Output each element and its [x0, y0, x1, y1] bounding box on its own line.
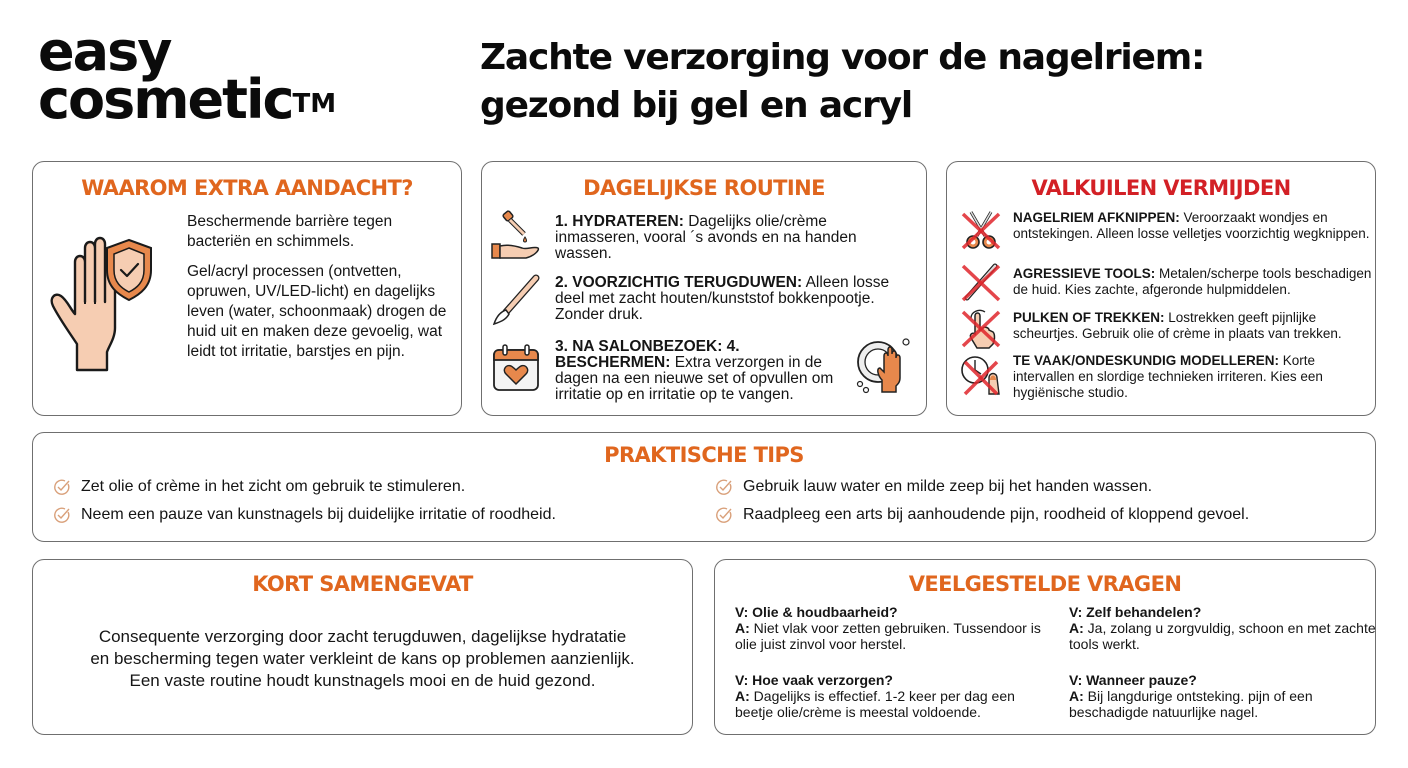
pitfall-text: Metalen/scherpe tools beschadigen de huid. Kies zachte, afgeronde hulpmiddelen. — [1013, 266, 1372, 297]
answer-text: Niet vlak voor zetten gebruiken. Tussendoor is olie juist zinvol voor herstel. — [735, 620, 1041, 652]
faq-answer — [1069, 688, 1379, 720]
step-label: 2. VOORZICHTIG TERUGDUWEN: — [555, 274, 803, 291]
answer-prefix: A: — [1069, 688, 1084, 704]
card-avoid-pitfalls — [946, 161, 1376, 416]
step-text: Extra verzorgen in de dagen na een nieuwe set of opvullen om irritatie op en irritatie op te vangen. — [555, 354, 834, 403]
trademark: TM — [292, 89, 337, 119]
dropper-hand-icon — [490, 210, 542, 262]
check-circle-icon — [53, 506, 71, 524]
pitfall-item — [1013, 310, 1373, 342]
answer-prefix: A: — [1069, 620, 1084, 636]
faq-item — [1069, 672, 1379, 720]
answer-text: Ja, zolang u zorgvuldig, schoon en met zachte tools werkt. — [1069, 620, 1376, 652]
pitfall-text: Korte intervallen en slordige technieken irriteren. Kies een hygiënische studio. — [1013, 353, 1323, 400]
pitfall-item — [1013, 266, 1373, 298]
card-summary — [32, 559, 693, 735]
finger-picking-crossed-icon — [959, 306, 1003, 350]
tip-item — [53, 477, 465, 497]
tip-text: Zet olie of crème in het zicht om gebruik te stimuleren. — [81, 478, 466, 495]
step-text: Dagelijks olie/crème inmasseren, vooral ´s avonds en na handen wassen. — [555, 213, 857, 262]
pitfall-item — [1013, 210, 1373, 242]
why-paragraph: Gel/acryl processen (ontvetten, opruwen, UV/LED-licht) en dagelijks leven (water, schoonmaak) drogen de huid uit en maken deze gevoelig, wat leidt tot irritatie, barstjes en pijn. — [187, 263, 447, 360]
pitfall-label: PULKEN OF TREKKEN: — [1013, 310, 1165, 325]
faq-question: V: Zelf behandelen? — [1069, 604, 1202, 620]
brand-line-1: easy — [38, 20, 171, 83]
hand-shield-check-icon — [47, 232, 157, 372]
page-title — [480, 34, 1204, 130]
answer-text: Dagelijks is effectief. 1-2 keer per dag een beetje olie/crème is meestal voldoende. — [735, 688, 1015, 720]
faq-question: V: Hoe vaak verzorgen? — [735, 672, 893, 688]
faq-item — [735, 672, 1045, 720]
check-circle-icon — [53, 478, 71, 496]
faq-question: V: Wanneer pauze? — [1069, 672, 1197, 688]
tip-item — [715, 505, 1249, 525]
faq-question: V: Olie & houdbaarheid? — [735, 604, 898, 620]
pitfall-label: NAGELRIEM AFKNIPPEN: — [1013, 210, 1180, 225]
card-title: KORT SAMENGEVAT — [252, 572, 473, 596]
glove-washing-dish-icon — [854, 334, 916, 396]
pitfall-label: TE VAAK/ONDESKUNDIG MODELLEREN: — [1013, 353, 1280, 368]
tip-item — [715, 477, 1152, 497]
tip-item — [53, 505, 556, 525]
tip-text: Gebruik lauw water en milde zeep bij het handen wassen. — [743, 478, 1153, 495]
summary-line: Een vaste routine houdt kunstnagels mooi en de huid gezond. — [129, 671, 596, 690]
faq-item — [735, 604, 1045, 652]
pitfall-text: Veroorzaakt wondjes en ontstekingen. Alleen losse velletjes voorzichtig wegknippen. — [1013, 210, 1370, 241]
tip-text: Neem een pauze van kunstnagels bij duidelijke irritatie of roodheid. — [81, 506, 556, 523]
routine-step-1 — [555, 214, 915, 262]
faq-item — [1069, 604, 1379, 652]
card-title: PRAKTISCHE TIPS — [604, 443, 804, 467]
check-circle-icon — [715, 478, 733, 496]
why-body — [187, 212, 457, 372]
calendar-heart-icon — [490, 342, 542, 394]
clock-nail-crossed-icon — [959, 352, 1003, 396]
tip-text: Raadpleeg een arts bij aanhoudende pijn, roodheid of kloppend gevoel. — [743, 506, 1250, 523]
page-title-line-1: Zachte verzorging voor de nagelriem: — [480, 37, 1205, 78]
pitfall-label: AGRESSIEVE TOOLS: — [1013, 266, 1156, 281]
card-daily-routine — [481, 161, 927, 416]
card-title: VEELGESTELDE VRAGEN — [908, 572, 1182, 596]
why-paragraph: Beschermende barrière tegen bacteriën en schimmels. — [187, 213, 393, 250]
card-title: WAAROM EXTRA AANDACHT? — [81, 176, 413, 200]
card-faq — [714, 559, 1376, 735]
card-title: DAGELIJKSE ROUTINE — [583, 176, 825, 200]
brand-line-2: cosmetic — [38, 68, 293, 131]
summary-body — [43, 626, 682, 692]
step-label: 3. NA SALONBEZOEK: 4. BESCHERMEN: — [555, 338, 740, 371]
brand-logo — [38, 20, 337, 131]
brush-stick-icon — [490, 274, 542, 326]
answer-prefix: A: — [735, 620, 750, 636]
card-why-extra-attention — [32, 161, 462, 416]
answer-prefix: A: — [735, 688, 750, 704]
faq-answer — [735, 620, 1045, 652]
summary-line: en bescherming tegen water verkleint de kans op problemen aanzienlijk. — [90, 649, 635, 668]
metal-tool-crossed-icon — [959, 260, 1003, 304]
page-title-line-2: gezond bij gel en acryl — [480, 85, 913, 126]
step-label: 1. HYDRATEREN: — [555, 213, 684, 230]
faq-answer — [1069, 620, 1379, 652]
check-circle-icon — [715, 506, 733, 524]
step-text: Alleen losse deel met zacht houten/kunststof bokkenpootje. Zonder druk. — [555, 274, 890, 323]
scissors-crossed-icon — [959, 208, 1003, 252]
answer-text: Bij langdurige ontsteking. pijn of een beschadigde natuurlijke nagel. — [1069, 688, 1313, 720]
routine-step-2 — [555, 275, 915, 323]
routine-step-3 — [555, 339, 855, 403]
faq-answer — [735, 688, 1045, 720]
summary-line: Consequente verzorging door zacht terugduwen, dagelijkse hydratatie — [98, 627, 627, 646]
pitfall-item — [1013, 353, 1373, 401]
pitfall-text: Lostrekken geeft pijnlijke scheurtjes. Gebruik olie of crème in plaats van trekken. — [1013, 310, 1342, 341]
card-title: VALKUILEN VERMIJDEN — [1031, 176, 1291, 200]
card-practical-tips — [32, 432, 1376, 542]
